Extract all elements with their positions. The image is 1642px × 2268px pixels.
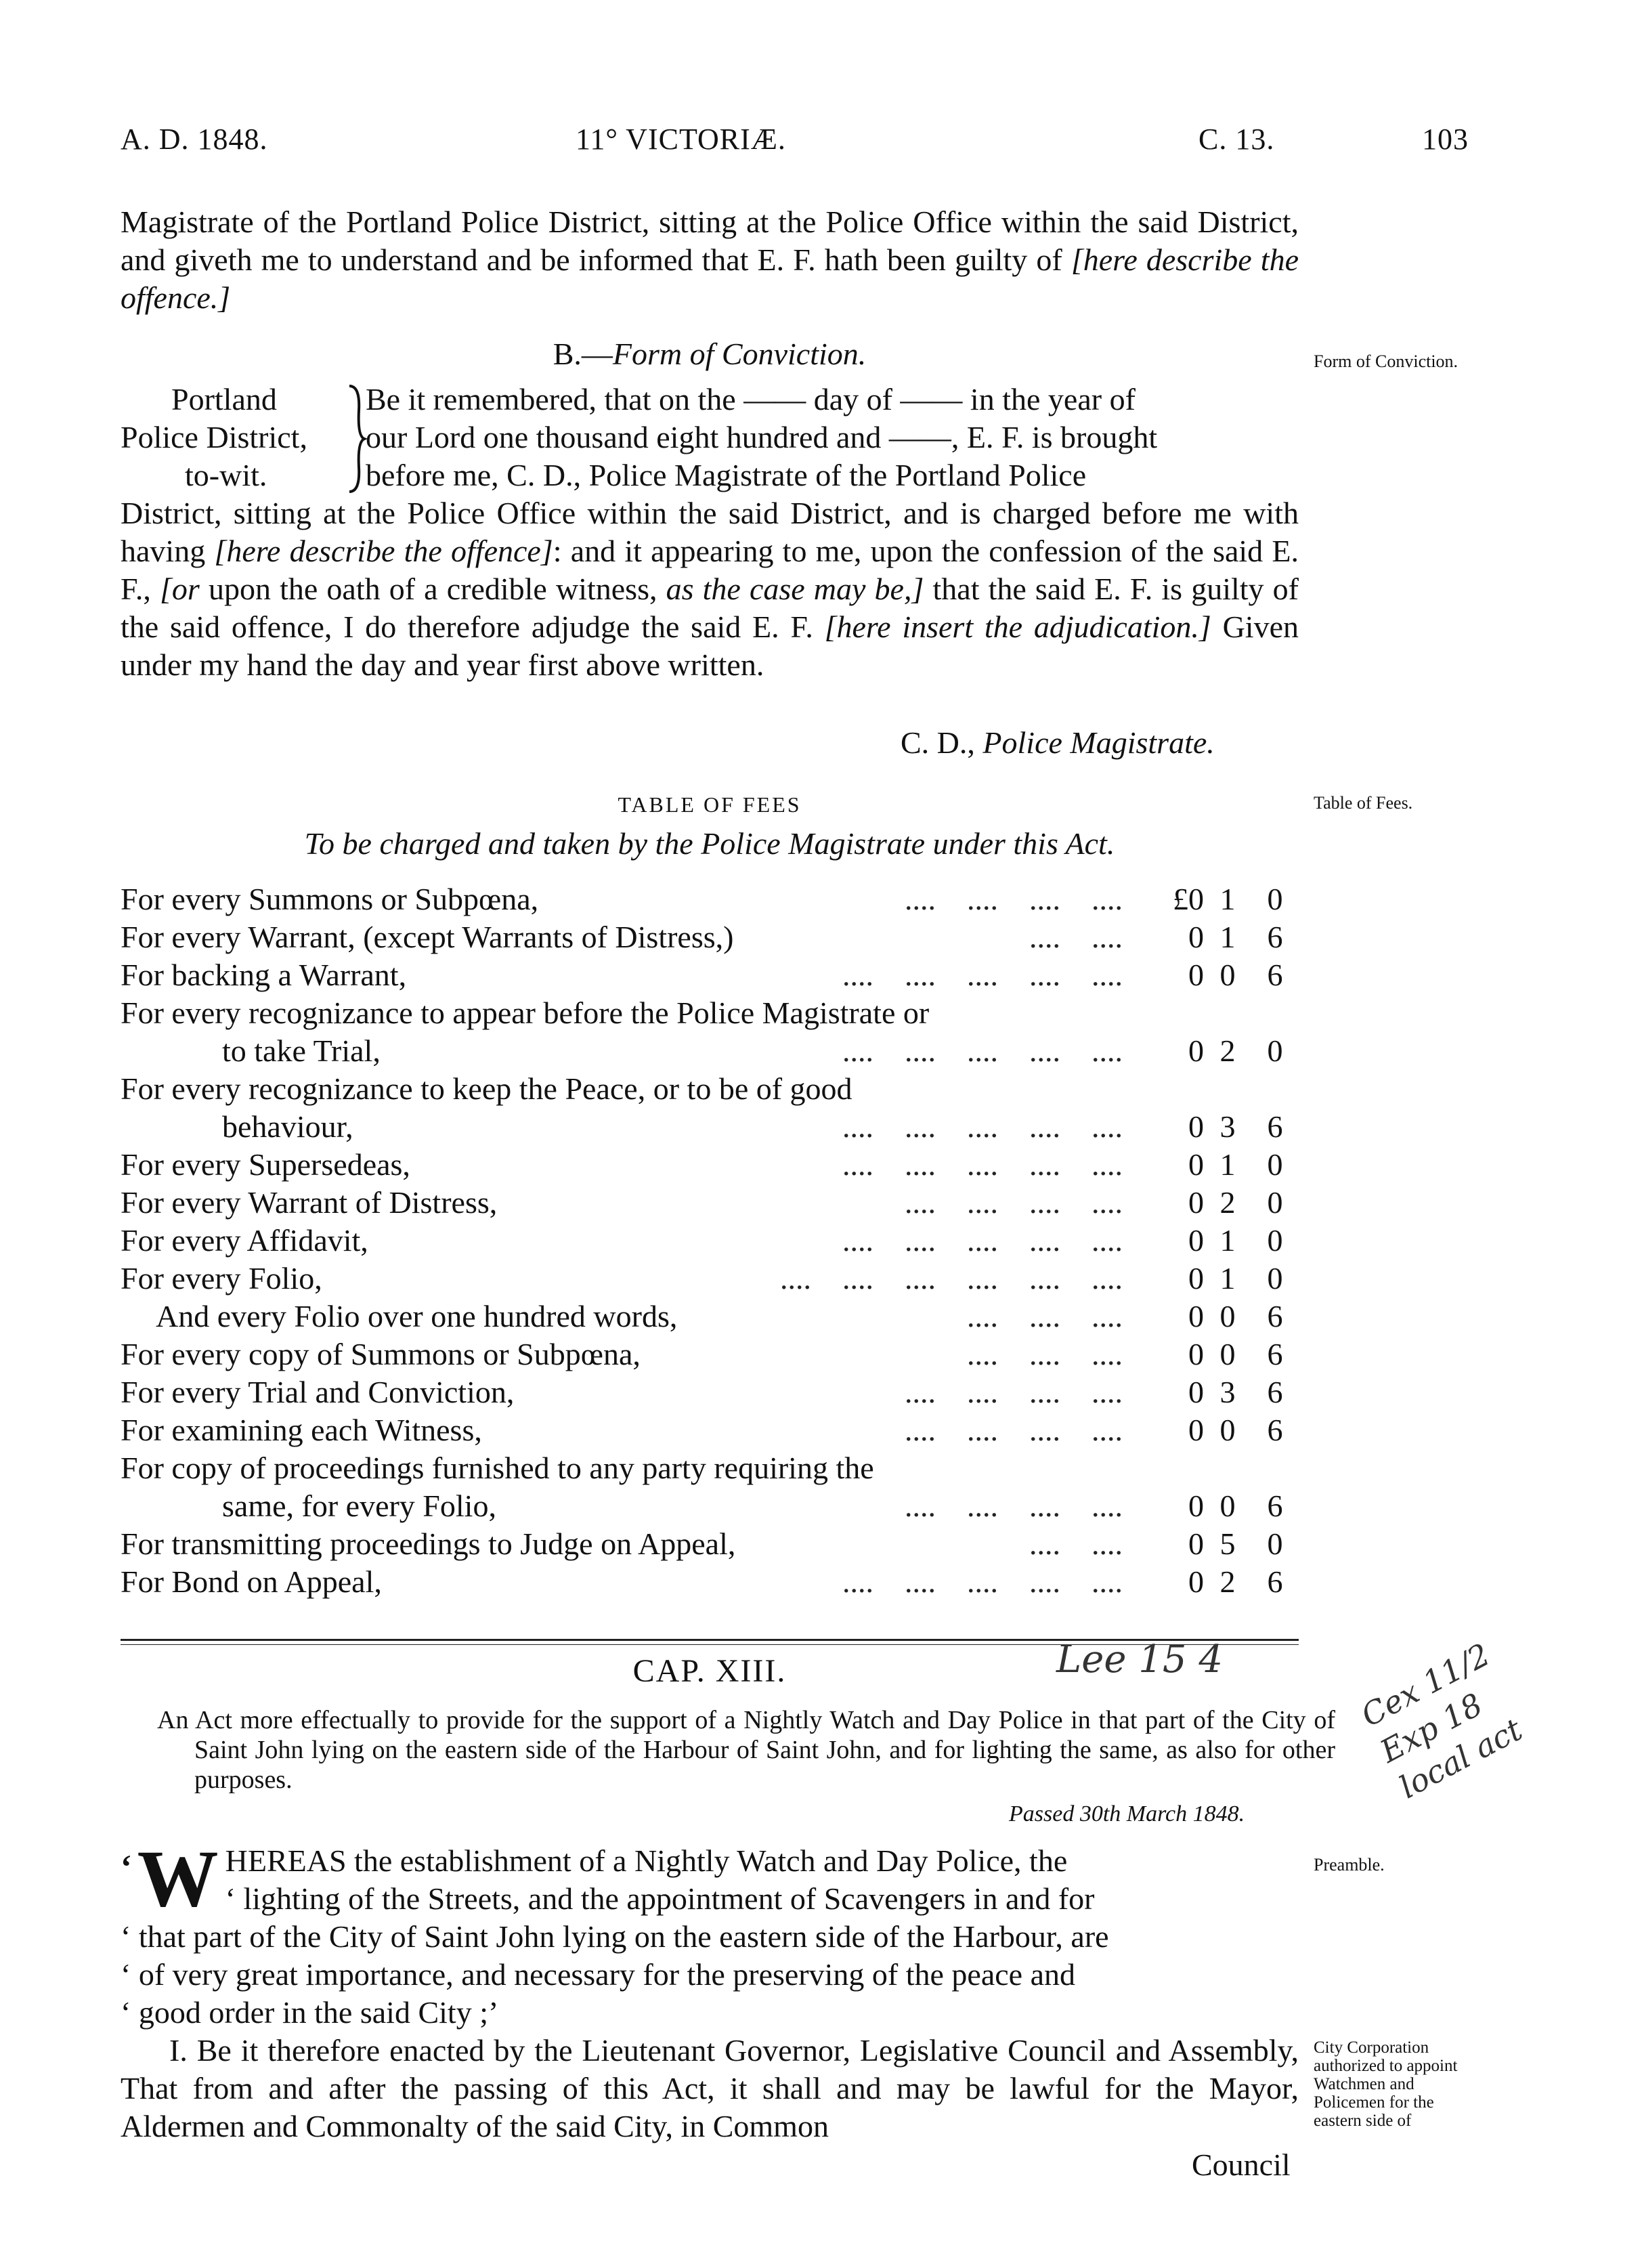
fee-row [121, 1525, 1299, 1563]
fee-label: For every Warrant of Distress, [121, 1185, 498, 1220]
form-b-body-2: : and it appearing to me, upon the confession of the said E. F., [121, 534, 1299, 606]
fee-row [121, 1449, 1299, 1487]
fee-row [121, 1373, 1299, 1411]
fee-shillings: 3 [1219, 1375, 1236, 1409]
fee-amount [1157, 1032, 1299, 1070]
table-of-fees-subtitle-text: To be charged and taken by the Police Magistrate under this Act. [304, 826, 1115, 861]
fee-amount [1157, 956, 1299, 994]
preamble [121, 1833, 1299, 2032]
fee-amount [1157, 1108, 1299, 1146]
form-b-prefix: B.— [553, 337, 613, 371]
form-b-bracket-2c: as the case may be,] [666, 572, 924, 606]
fee-shillings: 0 [1219, 1413, 1236, 1447]
fee-leader-dots: .... .... .... [881, 1337, 1123, 1371]
fee-amount [1157, 1525, 1299, 1563]
brace-line-1: Be it remembered, that on the —— day of —— in the year of [366, 382, 1136, 416]
fee-pence: 6 [1267, 1337, 1283, 1371]
fee-label: For every Summons or Subpœna, [121, 882, 539, 916]
fee-row [121, 1222, 1299, 1260]
preamble-dropcap: W [137, 1833, 219, 1923]
fee-row [121, 1260, 1299, 1298]
fee-leader-dots: .... .... .... .... .... .... [764, 1261, 1123, 1296]
venue-line-2: Police District, [121, 420, 307, 454]
page-number: 103 [1422, 123, 1469, 156]
venue-line-3: to-wit. [185, 458, 267, 492]
fee-pounds: 0 [1188, 1109, 1204, 1144]
fee-amount [1157, 1563, 1299, 1601]
fee-leader-dots: .... .... .... .... [905, 1375, 1123, 1409]
fee-row [121, 1146, 1299, 1184]
fee-leader-dots: .... .... .... .... .... [811, 1147, 1123, 1182]
fee-pounds: 0 [1188, 1261, 1204, 1296]
passed-date-text: Passed 30th March 1848. [1009, 1801, 1245, 1826]
fee-shillings: 2 [1219, 1185, 1236, 1220]
fee-label: For every Trial and Conviction, [121, 1375, 515, 1409]
running-head-year: A. D. 1848. [121, 123, 268, 156]
fee-pence: 0 [1267, 1033, 1283, 1068]
fee-amount [1157, 1487, 1299, 1525]
brace-text [366, 381, 1300, 494]
fee-row [121, 1487, 1299, 1525]
table-of-fees-subtitle [121, 825, 1299, 863]
fee-amount [1157, 880, 1299, 918]
fee-shillings: 1 [1219, 1261, 1236, 1296]
fee-pounds: 0 [1188, 1526, 1204, 1561]
brace-line-2: our Lord one thousand eight hundred and ——, E. F. is brought [366, 420, 1158, 454]
running-head-chapter: C. 13. [1198, 123, 1275, 156]
fee-pence: 0 [1267, 882, 1283, 916]
margin-note-table-of-fees: Table of Fees. [1314, 793, 1413, 813]
fee-leader-dots: .... .... .... .... [905, 1185, 1123, 1220]
brace-line-3: before me, C. D., Police Magistrate of the Portland Police [366, 458, 1087, 492]
fee-shillings: 2 [1219, 1033, 1236, 1068]
cap-long-title: An Act more effectually to provide for the support of a Nightly Watch and Day Police in that part of the City of Saint John lying on the eastern side of the Harbour of Saint John, and for lighting the same, as also for other purposes. [157, 1706, 1335, 1794]
fee-leader-dots: .... .... [928, 920, 1123, 954]
fee-label: For every copy of Summons or Subpœna, [121, 1337, 641, 1371]
fee-shillings: 0 [1219, 958, 1236, 992]
fee-row [121, 1032, 1299, 1070]
fee-label: to take Trial, [222, 1033, 381, 1068]
fee-pence: 6 [1267, 958, 1283, 992]
fee-pounds: 0 [1188, 1375, 1204, 1409]
form-b-bracket-2b: upon the oath of a credible witness, [199, 572, 666, 606]
handwritten-note: Lee 15 4 [1056, 1638, 1223, 1682]
catchword: Council [1192, 2147, 1291, 2182]
fee-pounds: 0 [1188, 1185, 1204, 1220]
fee-leader-dots: .... .... .... .... [905, 882, 1123, 916]
fee-amount [1157, 1373, 1299, 1411]
fee-pounds: £0 [1173, 882, 1204, 916]
fee-pounds: 0 [1188, 1564, 1204, 1599]
preamble-quote: ‘ [121, 1847, 132, 1885]
form-b-title: Form of Conviction. [612, 337, 867, 371]
fee-pence: 6 [1267, 1299, 1283, 1333]
margin-note-city-corporation: City Corporation authorized to appoint Watchmen and Policemen for the eastern side of [1314, 2038, 1458, 2130]
fee-row [121, 1298, 1299, 1335]
fee-pounds: 0 [1188, 1033, 1204, 1068]
fee-label: same, for every Folio, [222, 1489, 496, 1523]
fee-amount [1157, 1222, 1299, 1260]
fee-row [121, 1411, 1299, 1449]
fee-label: For every recognizance to appear before the Police Magistrate or [121, 996, 930, 1030]
fee-amount [1157, 1411, 1299, 1449]
fee-pence: 6 [1267, 1489, 1283, 1523]
fee-shillings: 2 [1219, 1564, 1236, 1599]
fee-label: And every Folio over one hundred words, [156, 1299, 678, 1333]
fee-label: For Bond on Appeal, [121, 1564, 382, 1599]
margin-note-form-of-conviction: Form of Conviction. [1314, 351, 1459, 371]
fee-leader-dots: .... .... .... .... .... [819, 1109, 1123, 1144]
fee-label: For every Folio, [121, 1261, 322, 1296]
fee-label: behaviour, [222, 1109, 353, 1144]
fee-amount [1157, 1335, 1299, 1373]
preamble-line-2: ‘ that part of the City of Saint John lying on the eastern side of the Harbour, are [121, 1919, 1109, 1954]
fee-shillings: 1 [1219, 920, 1236, 954]
fee-shillings: 5 [1219, 1526, 1236, 1561]
fee-pounds: 0 [1188, 1223, 1204, 1258]
fee-leader-dots: .... .... .... .... .... [819, 1033, 1123, 1068]
venue-line-1: Portland [171, 382, 277, 416]
fee-amount [1157, 1184, 1299, 1222]
venue-block [121, 381, 364, 494]
fee-row [121, 880, 1299, 918]
running-head-reign: 11° VICTORIÆ. [576, 123, 786, 156]
fee-pence: 6 [1267, 1564, 1283, 1599]
fee-pence: 6 [1267, 1109, 1283, 1144]
signature-title: Police Magistrate. [982, 725, 1215, 760]
section-1-text: I. Be it therefore enacted by the Lieutenant Governor, Legislative Council and Assembly, That from and after the passing of this Act, it shall and may be lawful for the Mayor, Aldermen and Commonalty of the said City, in Common [121, 2033, 1299, 2143]
fee-amount [1157, 1146, 1299, 1184]
intro-text: Magistrate of the Portland Police District, sitting at the Police Office within the said District, and giveth me to understand and be informed that E. F. hath been guilty of [121, 205, 1299, 277]
fee-shillings: 0 [1219, 1489, 1236, 1523]
margin-note-preamble: Preamble. [1314, 1855, 1385, 1875]
fee-leader-dots: .... .... .... .... .... [811, 1223, 1123, 1258]
fee-amount [1157, 1260, 1299, 1298]
fee-pounds: 0 [1188, 1489, 1204, 1523]
fee-amount [1157, 918, 1299, 956]
intro-bracket: [here describe the offence.] [121, 242, 1299, 315]
form-b-body-1: District, sitting at the Police Office within the said District, and is charged before me with having [121, 496, 1299, 568]
fee-label: For every Affidavit, [121, 1223, 368, 1258]
fee-leader-dots: .... .... .... .... [881, 1489, 1123, 1523]
brace-icon [347, 383, 367, 494]
intro-paragraph [121, 203, 1299, 317]
fee-leader-dots: .... .... [943, 1526, 1123, 1561]
form-b-body-3: that the said E. F. is guilty of the said offence, I do therefore adjudge the said E. F. [121, 572, 1299, 644]
fee-row [121, 956, 1299, 994]
fee-label: For transmitting proceedings to Judge on Appeal, [121, 1526, 736, 1561]
table-of-fees-title: TABLE OF FEES [618, 792, 802, 817]
fee-shillings: 0 [1219, 1337, 1236, 1371]
preamble-line-3: ‘ of very great importance, and necessary for the preserving of the peace and [121, 1957, 1076, 1992]
section-1 [121, 2032, 1299, 2145]
signature [901, 725, 1215, 761]
fee-leader-dots: .... .... .... .... [873, 1413, 1123, 1447]
preamble-first-line: HEREAS the establishment of a Nightly Watch and Day Police, the [225, 1843, 1068, 1878]
fee-label: For every Warrant, (except Warrants of Distress,) [121, 920, 734, 954]
passed-date [1009, 1801, 1245, 1827]
fee-shillings: 3 [1219, 1109, 1236, 1144]
form-b-heading [121, 335, 1299, 373]
fee-pence: 0 [1267, 1147, 1283, 1182]
cap-title: CAP. XIII. [632, 1653, 787, 1689]
margin-handwriting: Cex 11/2 Exp 18 local act [1355, 1635, 1528, 1806]
fee-pence: 0 [1267, 1261, 1283, 1296]
fee-amount [1157, 1298, 1299, 1335]
preamble-line-1: ‘ lighting of the Streets, and the appointment of Scavengers in and for [225, 1881, 1095, 1916]
fee-label: For every recognizance to keep the Peace, or to be of good [121, 1071, 852, 1106]
fee-pence: 0 [1267, 1185, 1283, 1220]
fee-leader-dots: .... .... .... .... .... [811, 1564, 1123, 1599]
fee-row [121, 1563, 1299, 1601]
fee-leader-dots: .... .... .... [881, 1299, 1123, 1333]
fee-pounds: 0 [1188, 920, 1204, 954]
form-b-body-4: Given under my hand the day and year first above written. [121, 609, 1299, 682]
fee-pounds: 0 [1188, 958, 1204, 992]
fee-label: For backing a Warrant, [121, 958, 407, 992]
fee-leader-dots: .... .... .... .... .... [811, 958, 1123, 992]
fee-row [121, 1108, 1299, 1146]
fee-table [121, 880, 1299, 1601]
form-b-bracket-2a: [or [160, 572, 200, 606]
fee-pence: 0 [1267, 1223, 1283, 1258]
fee-label: For examining each Witness, [121, 1413, 482, 1447]
fee-row [121, 1335, 1299, 1373]
fee-pounds: 0 [1188, 1299, 1204, 1333]
fee-pounds: 0 [1188, 1337, 1204, 1371]
fee-pounds: 0 [1188, 1413, 1204, 1447]
fee-pence: 6 [1267, 920, 1283, 954]
fee-pence: 0 [1267, 1526, 1283, 1561]
form-b-bracket-3: [here insert the adjudication.] [824, 609, 1211, 644]
fee-label: For copy of proceedings furnished to any party requiring the [121, 1451, 874, 1485]
form-b-bracket-1: [here describe the offence] [214, 534, 553, 568]
fee-pence: 6 [1267, 1413, 1283, 1447]
fee-shillings: 1 [1219, 882, 1236, 916]
preamble-line-4: ‘ good order in the said City ;’ [121, 1995, 499, 2030]
fee-row [121, 994, 1299, 1032]
fee-pence: 6 [1267, 1375, 1283, 1409]
fee-pounds: 0 [1188, 1147, 1204, 1182]
fee-row [121, 918, 1299, 956]
fee-shillings: 0 [1219, 1299, 1236, 1333]
fee-row [121, 1184, 1299, 1222]
fee-shillings: 1 [1219, 1147, 1236, 1182]
signature-name: C. D., [901, 725, 983, 760]
fee-shillings: 1 [1219, 1223, 1236, 1258]
fee-label: For every Supersedeas, [121, 1147, 410, 1182]
form-b-body [121, 494, 1299, 684]
fee-row [121, 1070, 1299, 1108]
